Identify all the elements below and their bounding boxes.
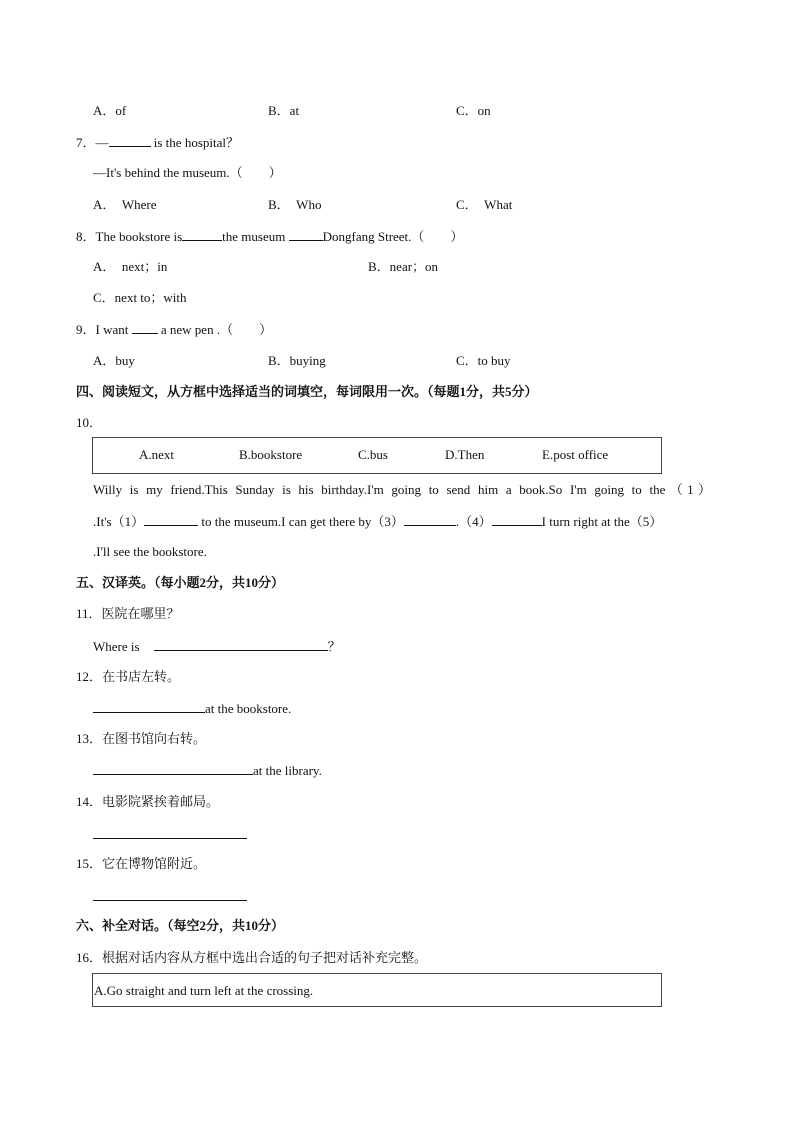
q8-blank-1	[182, 228, 222, 241]
word-bank-item: E.post office	[542, 447, 609, 462]
passage-word: him	[477, 482, 499, 497]
q12-chinese: 12．在书店左转。	[76, 669, 181, 684]
q9-option-a: A．buy	[93, 353, 135, 368]
section6-heading: 六、补全对话。（每空2分，共10分）	[76, 918, 285, 933]
q13-blank	[93, 762, 253, 775]
passage-word: Willy	[93, 482, 123, 497]
section5-heading: 五、汉译英。（每小题2分，共10分）	[76, 575, 285, 590]
passage-word: my	[146, 482, 163, 497]
q12-text: at the bookstore.	[205, 701, 292, 716]
word-bank-item: B.bookstore	[239, 447, 303, 462]
q7-option-b: B． Who	[268, 197, 322, 212]
passage-word: a	[505, 482, 512, 497]
word-bank-item: D.Then	[445, 447, 485, 462]
passage-text: .It's（1）	[93, 514, 145, 529]
q9-number: 9．	[76, 322, 96, 337]
q13-english	[93, 762, 322, 779]
q6-option-a: A．of	[93, 103, 127, 118]
passage-blank-1	[144, 513, 198, 526]
q9-stem	[76, 321, 272, 338]
passage-word: the（1）	[649, 482, 712, 497]
passage-blank-4	[492, 513, 542, 526]
q8-option-b: B．near；on	[368, 259, 439, 274]
q7-blank	[109, 134, 151, 147]
passage-word: I'm	[569, 482, 587, 497]
passage-word: Sunday	[235, 482, 275, 497]
q9-option-c: C．to buy	[456, 353, 511, 368]
passage-word: friend.This	[170, 482, 228, 497]
section4-heading: 四、阅读短文，从方框中选择适当的词填空，每词限用一次。（每题1分，共5分）	[76, 384, 538, 399]
passage-line-2	[93, 513, 662, 530]
q8-text-3: Dongfang Street.（ ）	[322, 229, 464, 244]
passage-word: send	[446, 482, 471, 497]
q15-chinese: 15．它在博物馆附近。	[76, 856, 207, 871]
q15-answer-line	[93, 900, 247, 901]
passage-text: .（4）	[455, 514, 492, 529]
q7-number: 7．	[76, 135, 96, 150]
passage-word: is	[129, 482, 139, 497]
passage-text: I turn right at the（5）	[541, 514, 663, 529]
q6-option-b: B．at	[268, 103, 300, 118]
word-bank-item: A.next	[139, 447, 175, 462]
word-bank-box	[92, 437, 662, 474]
q10-number: 10．	[76, 415, 103, 430]
q12-english	[93, 700, 291, 717]
q13-text: at the library.	[253, 763, 322, 778]
q9-option-b: B．buying	[268, 353, 326, 368]
q8-number: 8．	[76, 229, 96, 244]
q11-qmark: ？	[327, 639, 341, 654]
passage-word: going	[594, 482, 625, 497]
passage-word: to	[631, 482, 642, 497]
passage-word: his	[298, 482, 314, 497]
q8-text-2: the museum	[222, 229, 286, 244]
q11-chinese: 11．医院在哪里？	[76, 606, 180, 621]
passage-word: going	[391, 482, 422, 497]
q6-option-c: C．on	[456, 103, 491, 118]
q7-option-a: A． Where	[93, 197, 157, 212]
q9-text-2: a new pen .（ ）	[157, 322, 273, 337]
q11-text: Where is	[93, 639, 140, 654]
passage-text: to the museum.I can get there by（3）	[198, 514, 404, 529]
q9-text-1: I want	[95, 322, 129, 337]
q8-option-c: C．next to；with	[93, 290, 187, 305]
q7-stem-text: is the hospital？	[150, 135, 239, 150]
q9-blank	[132, 321, 158, 334]
q8-blank-2	[289, 228, 323, 241]
passage-word: is	[282, 482, 291, 497]
passage-blank-3	[404, 513, 456, 526]
q8-text-1: The bookstore is	[95, 229, 183, 244]
q7-reply: —It's behind the museum.（ ）	[93, 165, 282, 180]
passage-line-3: .I'll see the bookstore.	[93, 544, 207, 559]
q12-blank	[93, 700, 205, 713]
q7-stem	[76, 134, 239, 151]
q16-instruction: 16．根据对话内容从方框中选出合适的句子把对话补充完整。	[76, 950, 428, 965]
passage-word: book.So	[519, 482, 563, 497]
passage-word: birthday.I'm	[321, 482, 384, 497]
q8-stem	[76, 228, 463, 245]
q14-answer-line	[93, 838, 247, 839]
dialogue-option: A.Go straight and turn left at the crossing.	[94, 983, 314, 998]
q7-option-c: C． What	[456, 197, 513, 212]
passage-line-1	[93, 482, 711, 498]
q13-chinese: 13．在图书馆向右转。	[76, 731, 207, 746]
q7-dash: —	[95, 135, 109, 150]
passage-word: to	[428, 482, 439, 497]
dialogue-options-box	[92, 973, 662, 1007]
q8-option-a: A． next；in	[93, 259, 168, 274]
q11-blank	[154, 638, 328, 651]
word-bank-item: C.bus	[358, 447, 388, 462]
q14-chinese: 14．电影院紧挨着邮局。	[76, 794, 220, 809]
q11-english	[93, 638, 341, 655]
